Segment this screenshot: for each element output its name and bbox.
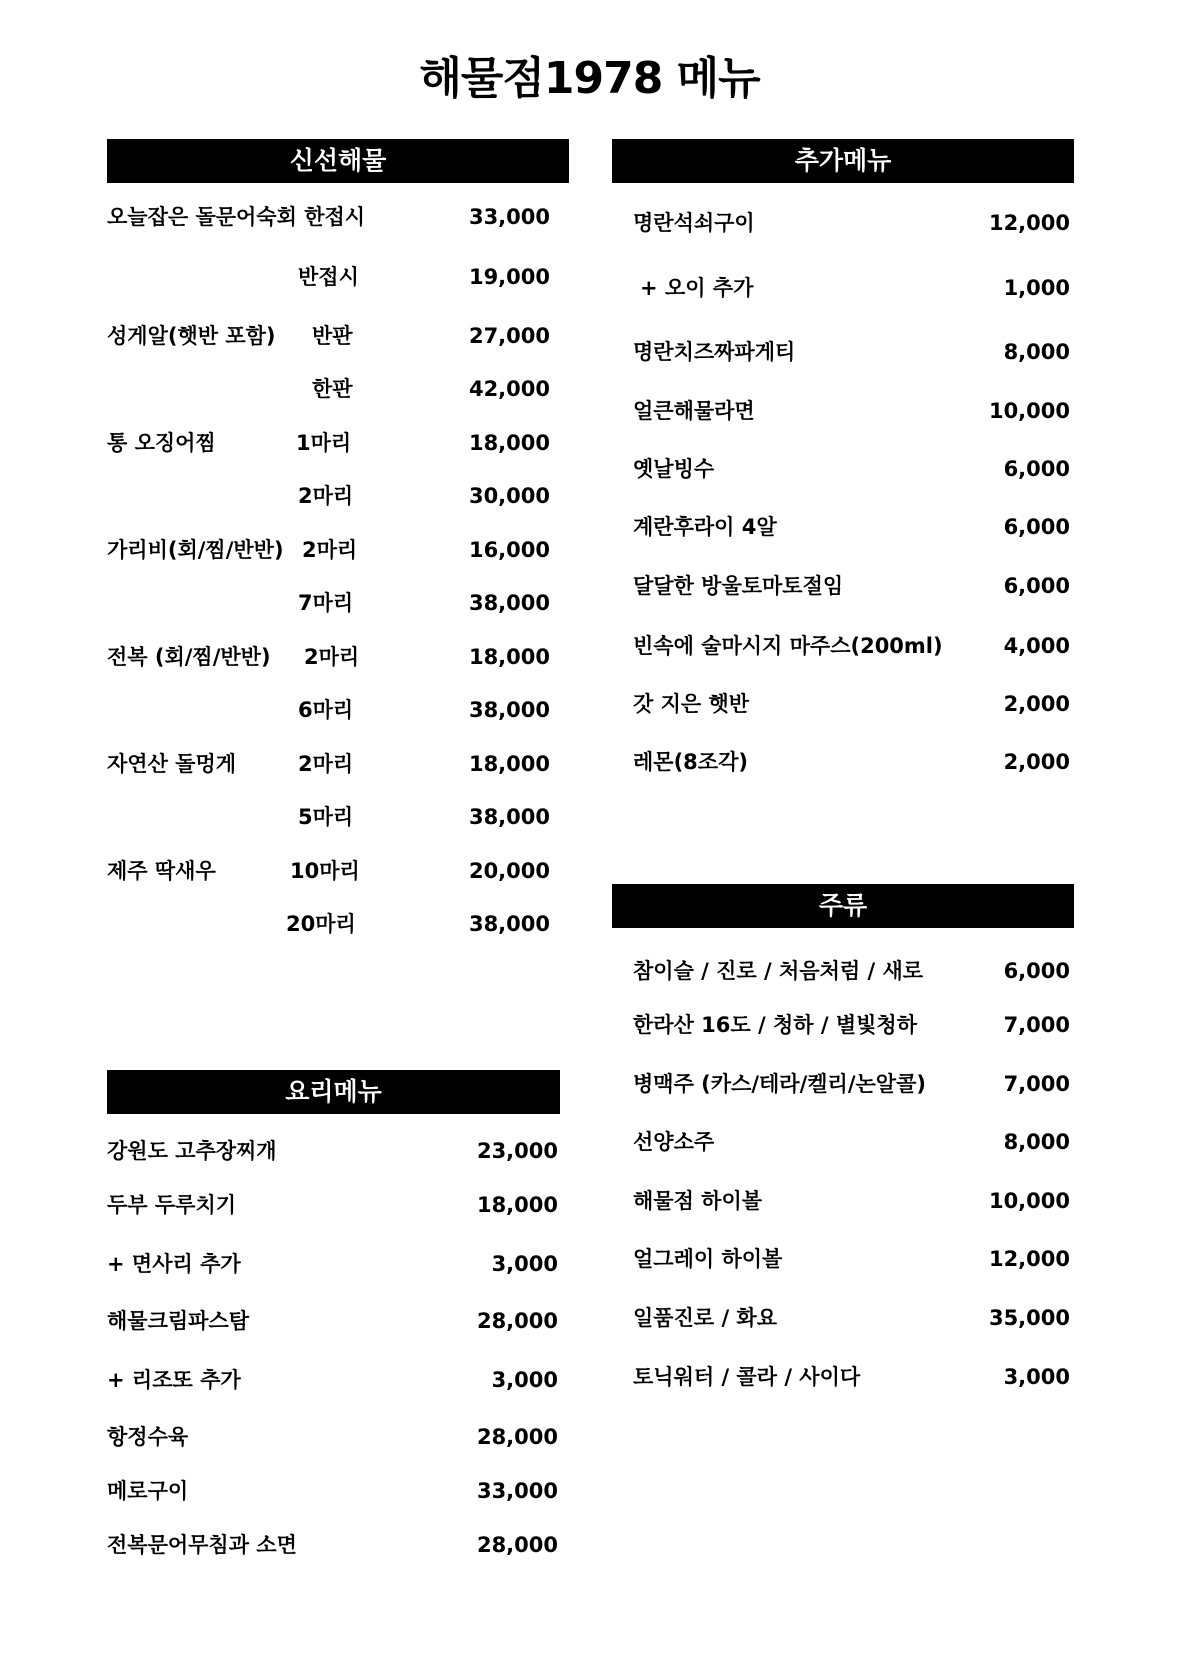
fresh-item-name: 전복 (회/찜/반반) — [107, 645, 271, 669]
cooked-item-name: + 리조또 추가 — [107, 1368, 241, 1392]
drink-item-price: 3,000 — [1003, 1365, 1070, 1389]
extra-item-price: 6,000 — [1003, 515, 1070, 539]
extra-item-name: 빈속에 술마시지 마주스(200ml) — [633, 634, 943, 658]
fresh-item-option: 2마리 — [298, 752, 354, 776]
extra-item-name: 레몬(8조각) — [633, 750, 748, 774]
drink-item-name: 일품진로 / 화요 — [633, 1306, 778, 1330]
cooked-item-price: 23,000 — [476, 1139, 558, 1163]
extra-item-name: 갓 지은 햇반 — [633, 692, 750, 716]
page-title: 해물점1978 메뉴 — [419, 53, 760, 104]
fresh-item-option: 10마리 — [290, 859, 360, 883]
extra-item-name: 명란석쇠구이 — [633, 211, 755, 235]
fresh-item-option: 반판 — [312, 324, 353, 348]
extra-item-price: 4,000 — [1003, 634, 1070, 658]
fresh-item-option: 2마리 — [302, 538, 358, 562]
drink-item-price: 8,000 — [1003, 1130, 1070, 1154]
cooked-item-price: 3,000 — [491, 1252, 558, 1276]
fresh-item-price: 38,000 — [468, 591, 550, 615]
cooked-item-name: 메로구이 — [107, 1479, 189, 1503]
extra-item-price: 2,000 — [1003, 750, 1070, 774]
drink-item-price: 12,000 — [988, 1247, 1070, 1271]
extra-item-price: 8,000 — [1003, 340, 1070, 364]
extra-item-price: 6,000 — [1003, 457, 1070, 481]
cooked-item-price: 28,000 — [476, 1309, 558, 1333]
section-header-cooked-menu: 요리메뉴 — [107, 1070, 560, 1114]
fresh-item-price: 16,000 — [468, 538, 550, 562]
extra-item-name: 계란후라이 4알 — [633, 515, 777, 539]
fresh-item-option: 20마리 — [286, 912, 356, 936]
fresh-item-price: 18,000 — [468, 431, 550, 455]
extra-item-price: 2,000 — [1003, 692, 1070, 716]
drink-item-name: 토닉워터 / 콜라 / 사이다 — [633, 1365, 861, 1389]
drink-item-name: 해물점 하이볼 — [633, 1189, 763, 1213]
fresh-item-option: 6마리 — [298, 698, 354, 722]
section-header-fresh-seafood: 신선해물 — [107, 139, 569, 183]
cooked-item-price: 28,000 — [476, 1425, 558, 1449]
fresh-item-name: 자연산 돌멍게 — [107, 752, 237, 776]
fresh-item-price: 19,000 — [468, 265, 550, 289]
extra-item-price: 12,000 — [988, 211, 1070, 235]
cooked-item-name: 해물크림파스탐 — [107, 1309, 250, 1333]
fresh-item-option: 반접시 — [298, 265, 359, 289]
fresh-item-price: 38,000 — [468, 805, 550, 829]
drink-item-name: 한라산 16도 / 청하 / 별빛청하 — [633, 1013, 917, 1037]
extra-item-name: + 오이 추가 — [640, 276, 754, 300]
fresh-item-price: 42,000 — [468, 377, 550, 401]
fresh-item-price: 27,000 — [468, 324, 550, 348]
cooked-item-name: 전복문어무침과 소면 — [107, 1533, 297, 1557]
extra-item-name: 옛날빙수 — [633, 457, 715, 481]
drink-item-name: 선양소주 — [633, 1130, 715, 1154]
fresh-item-name: 오늘잡은 돌문어숙회 한접시 — [107, 205, 366, 229]
drink-item-price: 35,000 — [988, 1306, 1070, 1330]
fresh-item-name: 통 오징어찜 — [107, 431, 216, 455]
fresh-item-price: 38,000 — [468, 912, 550, 936]
fresh-item-price: 33,000 — [468, 205, 550, 229]
fresh-item-option: 한판 — [312, 377, 353, 401]
drink-item-price: 6,000 — [1003, 959, 1070, 983]
cooked-item-price: 18,000 — [476, 1193, 558, 1217]
cooked-item-price: 3,000 — [491, 1368, 558, 1392]
fresh-item-option: 2마리 — [298, 484, 354, 508]
drink-item-name: 병맥주 (카스/테라/켈리/논알콜) — [633, 1072, 926, 1096]
extra-item-price: 1,000 — [1003, 276, 1070, 300]
fresh-item-option: 2마리 — [304, 645, 360, 669]
cooked-item-name: 강원도 고추장찌개 — [107, 1139, 277, 1163]
drink-item-price: 10,000 — [988, 1189, 1070, 1213]
fresh-item-option: 5마리 — [298, 805, 354, 829]
section-header-extra-menu: 추가메뉴 — [612, 139, 1074, 183]
section-header-drinks: 주류 — [612, 884, 1074, 928]
extra-item-name: 얼큰해물라면 — [633, 399, 755, 423]
cooked-item-price: 33,000 — [476, 1479, 558, 1503]
extra-item-price: 10,000 — [988, 399, 1070, 423]
fresh-item-price: 20,000 — [468, 859, 550, 883]
drink-item-price: 7,000 — [1003, 1013, 1070, 1037]
fresh-item-name: 가리비(회/찜/반반) — [107, 538, 284, 562]
extra-item-name: 명란치즈짜파게티 — [633, 340, 796, 364]
cooked-item-price: 28,000 — [476, 1533, 558, 1557]
drink-item-price: 7,000 — [1003, 1072, 1070, 1096]
cooked-item-name: + 면사리 추가 — [107, 1252, 241, 1276]
fresh-item-price: 38,000 — [468, 698, 550, 722]
extra-item-name: 달달한 방울토마토절임 — [633, 574, 844, 598]
extra-item-price: 6,000 — [1003, 574, 1070, 598]
drink-item-name: 얼그레이 하이볼 — [633, 1247, 783, 1271]
fresh-item-price: 30,000 — [468, 484, 550, 508]
drink-item-name: 참이슬 / 진로 / 처음처럼 / 새로 — [633, 959, 924, 983]
fresh-item-option: 1마리 — [296, 431, 352, 455]
fresh-item-name: 성게알(햇반 포함) — [107, 324, 276, 348]
fresh-item-option: 7마리 — [298, 591, 354, 615]
cooked-item-name: 두부 두루치기 — [107, 1193, 237, 1217]
fresh-item-price: 18,000 — [468, 645, 550, 669]
fresh-item-name: 제주 딱새우 — [107, 859, 216, 883]
cooked-item-name: 항정수육 — [107, 1425, 189, 1449]
fresh-item-price: 18,000 — [468, 752, 550, 776]
